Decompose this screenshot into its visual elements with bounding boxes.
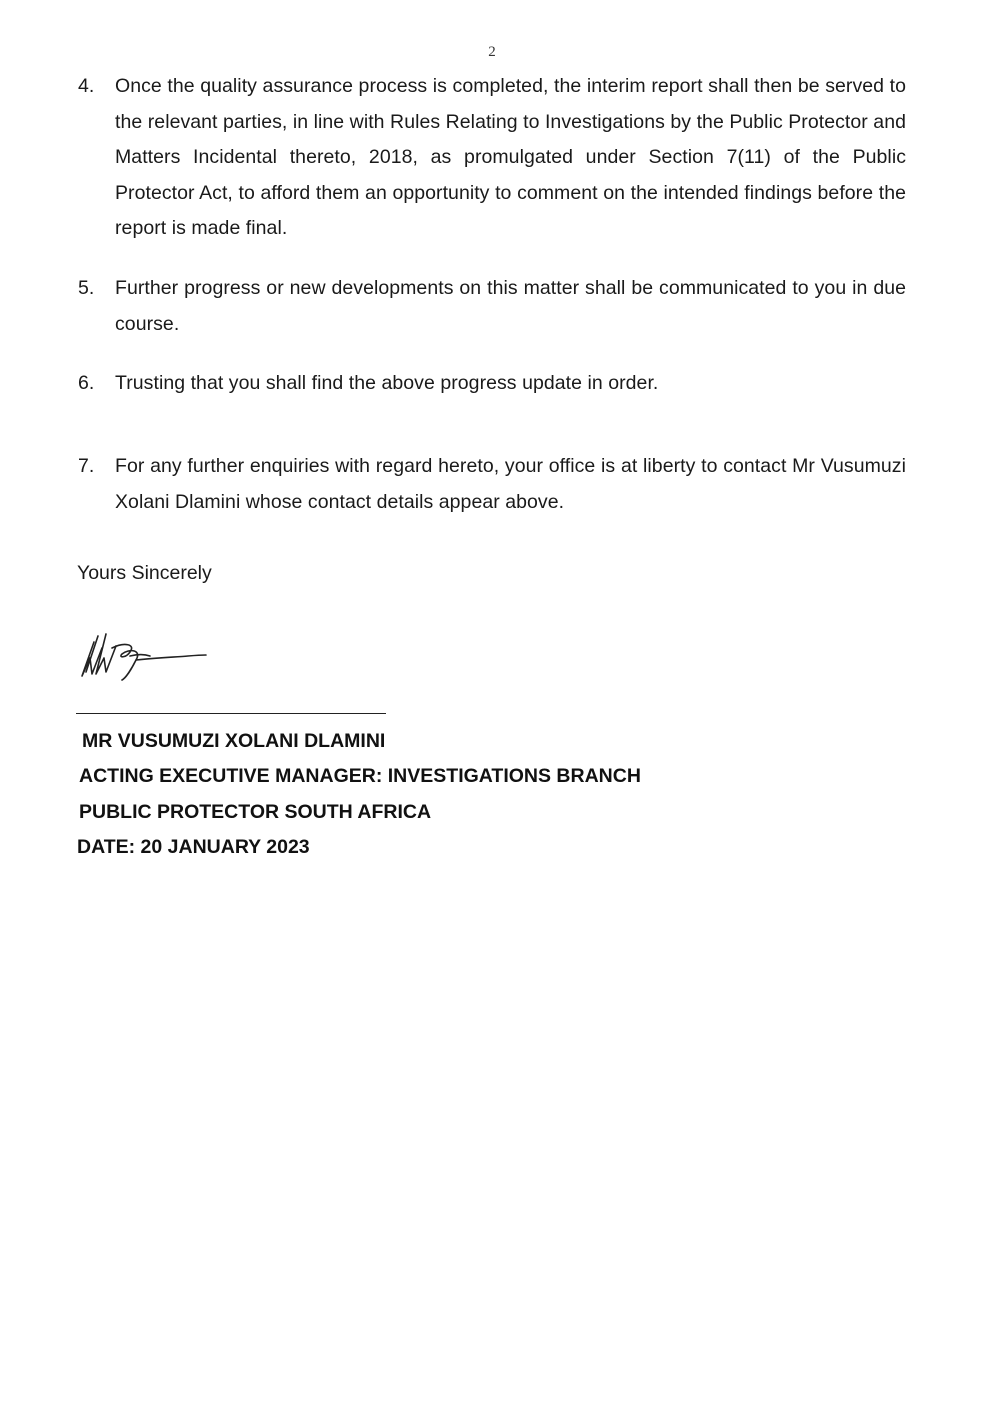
signatory-title: ACTING EXECUTIVE MANAGER: INVESTIGATIONS BRANCH bbox=[79, 765, 641, 788]
signatory-name: MR VUSUMUZI XOLANI DLAMINI bbox=[82, 730, 386, 752]
signature-line bbox=[76, 713, 386, 714]
paragraph-text: Once the quality assurance process is completed, the interim report shall then be served to the relevant parties, in line with Rules Relating to Investigations by the Public Protector and Matters Incidental thereto, 2018, as promulgated under Section 7(11) of the Public Protector Act, to afford them an opportunity to comment on the intended findings before the report is made final. bbox=[115, 75, 906, 240]
numbered-paragraph-7 bbox=[78, 449, 906, 520]
numbered-paragraph-4 bbox=[78, 69, 906, 247]
paragraph-number: 4. bbox=[78, 75, 95, 97]
paragraph-text: Trusting that you shall find the above progress update in order. bbox=[115, 372, 659, 394]
signature-block bbox=[77, 724, 641, 865]
paragraph-number: 6. bbox=[78, 372, 95, 394]
page-number: 2 bbox=[488, 44, 496, 60]
paragraph-number: 7. bbox=[78, 455, 95, 477]
paragraph-text: Further progress or new developments on this matter shall be communicated to you in due course. bbox=[115, 277, 906, 335]
paragraph-number: 5. bbox=[78, 277, 95, 299]
paragraph-text: For any further enquiries with regard hereto, your office is at liberty to contact Mr Vusumuzi Xolani Dlamini whose contact details appear above. bbox=[115, 455, 906, 513]
signatory-organisation: PUBLIC PROTECTOR SOUTH AFRICA bbox=[79, 800, 432, 823]
closing-salutation: Yours Sincerely bbox=[77, 562, 212, 584]
handwritten-signature-icon bbox=[76, 628, 216, 688]
letter-date: DATE: 20 JANUARY 2023 bbox=[77, 835, 310, 858]
numbered-paragraph-6 bbox=[78, 366, 906, 402]
numbered-paragraph-5 bbox=[78, 271, 906, 342]
